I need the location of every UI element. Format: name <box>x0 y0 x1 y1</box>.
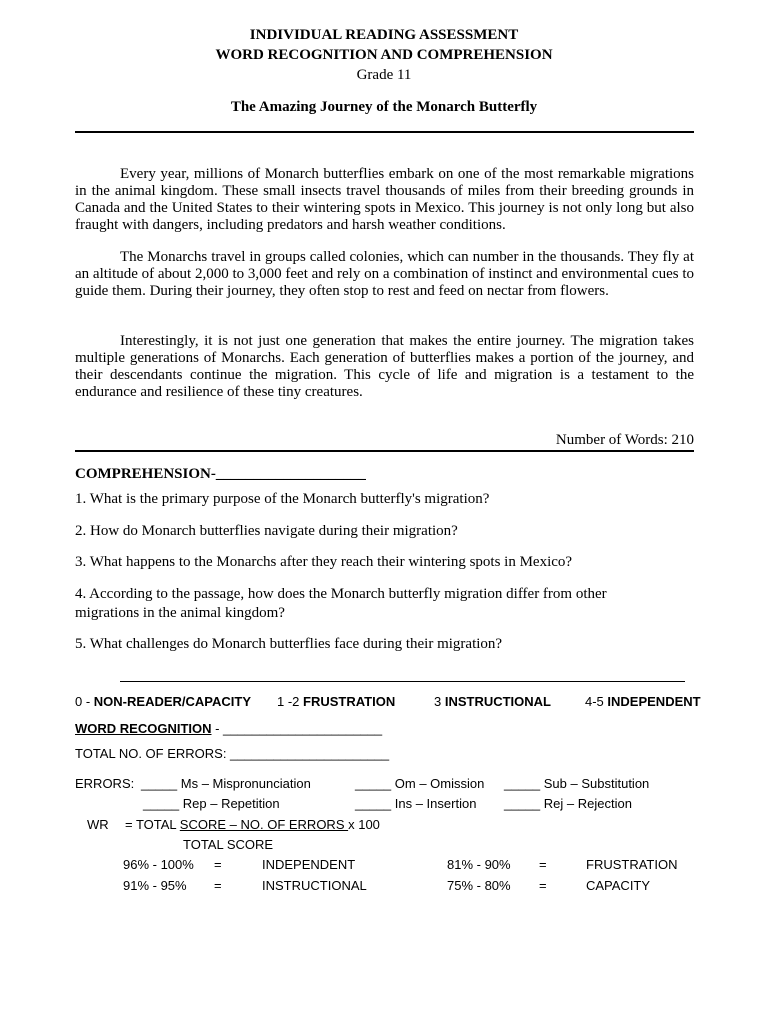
error-rej: _____ Rej – Rejection <box>504 796 632 811</box>
level-instructional: 3 INSTRUCTIONAL <box>434 694 552 709</box>
formula-numerator: = TOTAL SCORE – NO. OF ERRORS x 100 <box>125 817 380 832</box>
level-independent: 4-5 INDEPENDENT <box>585 694 701 709</box>
assessment-subtitle: WORD RECOGNITION AND COMPREHENSION <box>215 47 553 63</box>
comprehension-heading: COMPREHENSION-____________________ <box>75 466 366 482</box>
scale-range-1: 96% - 100% <box>123 857 194 872</box>
scale-eq-1: = <box>214 857 222 872</box>
formula-wr: WR <box>87 817 109 832</box>
level-frustration: 1 -2 FRUSTRATION <box>277 694 396 709</box>
scale-eq-3: = <box>539 857 547 872</box>
total-errors-line: TOTAL NO. OF ERRORS: ______________________ <box>75 746 390 761</box>
passage-divider <box>75 450 694 452</box>
error-ins: _____ Ins – Insertion <box>355 796 477 811</box>
error-rep: _____ Rep – Repetition <box>143 796 280 811</box>
assessment-title: INDIVIDUAL READING ASSESSMENT <box>249 27 519 43</box>
word-recognition-heading: WORD RECOGNITION - ______________________ <box>75 721 383 736</box>
scale-eq-2: = <box>214 878 222 893</box>
level-nonreader: 0 - NON-READER/CAPACITY <box>75 694 252 709</box>
error-sub: _____ Sub – Substitution <box>504 776 650 791</box>
question-2: 2. How do Monarch butterflies navigate during their migration? <box>75 523 458 539</box>
scale-range-3: 81% - 90% <box>447 857 511 872</box>
passage-paragraph-1: Every year, millions of Monarch butterflies embark on one of the most remarkable migrations in the animal kingdom. These small insects travel thousands of miles from their breeding grounds in Canada and the United States to their wintering spots in Mexico. This journey is not only long but also fraught with dangers, including predators and harsh weather conditions. <box>75 166 694 233</box>
scale-range-4: 75% - 80% <box>447 878 511 893</box>
scale-label-2: INSTRUCTIONAL <box>262 878 367 893</box>
scale-label-3: FRUSTRATION <box>586 857 678 872</box>
word-count: Number of Words: 210 <box>555 432 694 448</box>
error-ms: _____ Ms – Mispronunciation <box>141 776 311 791</box>
grade-label: Grade 11 <box>356 67 412 83</box>
comprehension-divider <box>120 681 685 682</box>
passage-paragraph-2: The Monarchs travel in groups called colonies, which can number in the thousands. They fly at an altitude of about 2,000 to 3,000 feet and rely on a combination of instinct and environmental cues to guide them. During their journey, they often stop to rest and feed on nectar from flowers. <box>75 249 695 299</box>
errors-label: ERRORS: <box>75 776 135 791</box>
scale-label-4: CAPACITY <box>586 878 651 893</box>
header-divider <box>75 131 694 133</box>
formula-denominator: TOTAL SCORE <box>183 837 274 852</box>
scale-label-1: INDEPENDENT <box>262 857 356 872</box>
scale-eq-4: = <box>539 878 547 893</box>
question-5: 5. What challenges do Monarch butterflies face during their migration? <box>75 636 503 652</box>
error-om: _____ Om – Omission <box>355 776 485 791</box>
question-4: 4. According to the passage, how does the Monarch butterfly migration differ from other migrations in the animal kingdom? <box>75 586 607 621</box>
passage-paragraph-3: Interestingly, it is not just one generation that makes the entire journey. The migration takes multiple generations of Monarchs. Each generation of butterflies makes a portion of the journey, and their descendants continue the migration. This cycle of life and migration is a testament to the endurance and resilience of these tiny creatures. <box>75 333 694 400</box>
question-1: 1. What is the primary purpose of the Monarch butterfly's migration? <box>75 491 490 507</box>
story-title: The Amazing Journey of the Monarch Butterfly <box>230 99 538 115</box>
scale-range-2: 91% - 95% <box>123 878 187 893</box>
question-3: 3. What happens to the Monarchs after they reach their wintering spots in Mexico? <box>75 554 573 570</box>
